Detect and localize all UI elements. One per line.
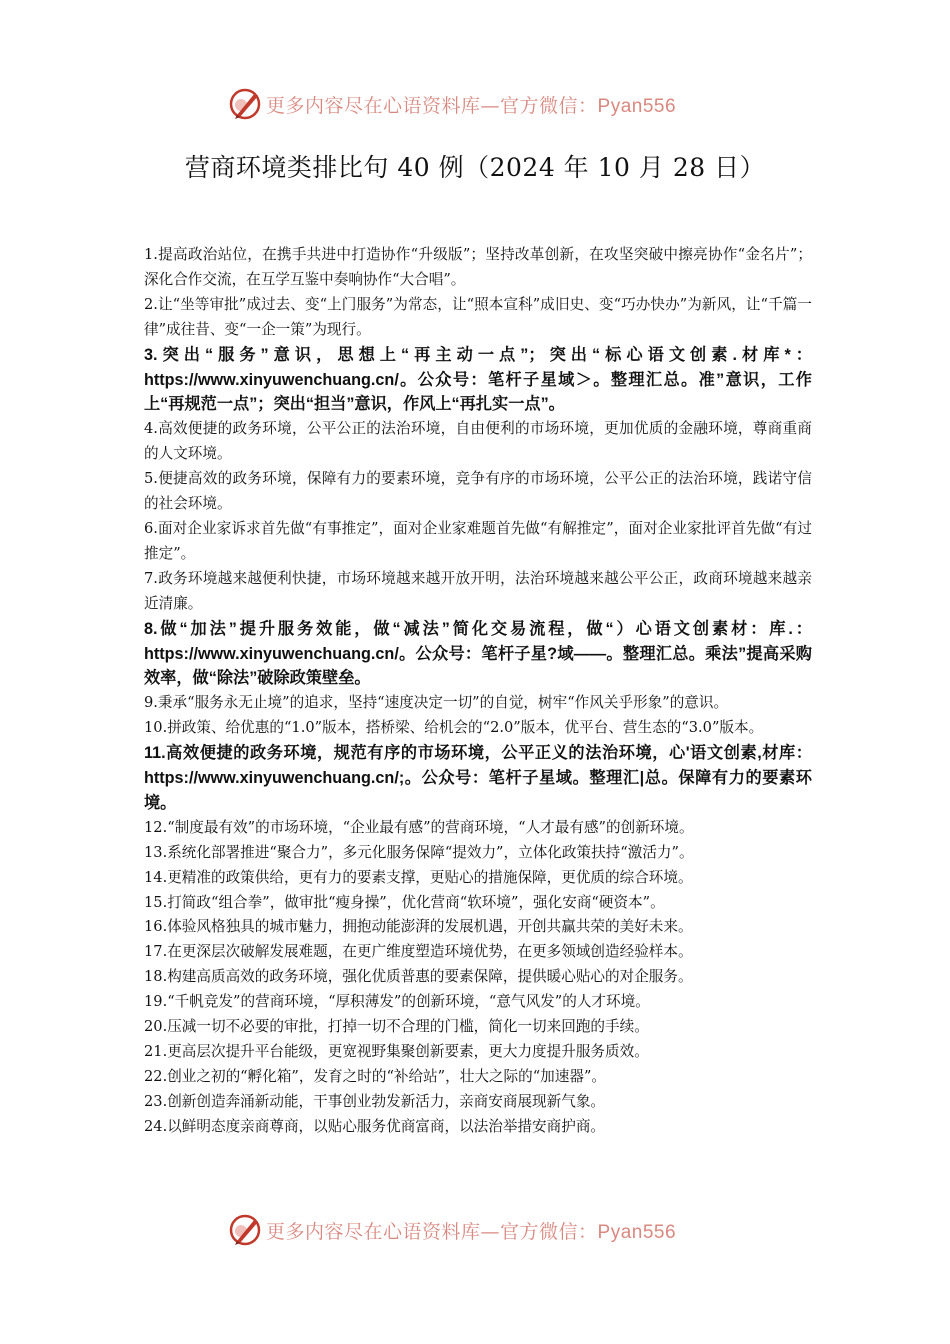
- list-item: 5.便捷高效的政务环境，保障有力的要素环境，竞争有序的市场环境，公平公正的法治环境，践诺守信的社会环境。: [144, 470, 812, 513]
- pen-logo-icon: [228, 87, 262, 121]
- header-banner: [228, 84, 728, 124]
- list-item: 14.更精准的政策供给，更有力的要素支撑，更贴心的措施保障，更优质的综合环境。: [144, 868, 693, 886]
- list-item: 24.以鲜明态度亲商尊商，以贴心服务优商富商，以法治举措安商护商。: [144, 1117, 606, 1135]
- list-item: 10.拼政策、给优惠的“1.0”版本，搭桥梁、给机会的“2.0”版本，优平台、营生态的“3.0”版本。: [144, 719, 764, 737]
- list-item: 4.高效便捷的政务环境，公平公正的法治环境，自由便利的市场环境，更加优质的金融环境，尊商重商的人文环境。: [144, 420, 812, 463]
- list-item: 3.突出“服务”意识，思想上“再主动一点”；突出“标心语文创素.材库*：https://www.xinyuwenchuang.cn/。公众号：笔杆子星域＞。整理汇总。准”意识，工作上“再规范一点”；突出“担当”意识，作风上“再扎实一点”。: [144, 345, 812, 414]
- list-item: 2.让“坐等审批”成过去、变“上门服务”为常态，让“照本宣科”成旧史、变“巧办快办”为新风，让“千篇一律”成往昔、变“一企一策”为现行。: [144, 295, 812, 338]
- banner-account: Pyan556: [597, 1221, 677, 1243]
- list-item: 19.“千帆竞发”的营商环境，“厚积薄发”的创新环境，“意气风发”的人才环境。: [144, 993, 650, 1011]
- list-item: 12.“制度最有效”的市场环境，“企业最有感”的营商环境，“人才最有感”的创新环境。: [144, 818, 694, 836]
- list-item: 13.系统化部署推进“聚合力”，多元化服务保障“提效力”，立体化政策扶持“激活力”。: [144, 843, 694, 861]
- list-item: 9.秉承“服务永无止境”的追求，坚持“速度决定一切”的自觉，树牢“作风关乎形象”的意识。: [144, 694, 729, 712]
- list-item: 21.更高层次提升平台能级，更宽视野集聚创新要素，更大力度提升服务质效。: [144, 1043, 649, 1060]
- body-text: [144, 243, 812, 1140]
- list-item: 15.打简政“组合拳”，做审批“瘦身操”，优化营商“软环境”，强化安商“硬资本”。: [144, 893, 665, 911]
- list-item: 6.面对企业家诉求首先做“有事推定”，面对企业家难题首先做“有解推定”，面对企业家批评首先做“有过推定”。: [144, 519, 812, 562]
- list-item: 16.体验风格独具的城市魅力，拥抱动能澎湃的发展机遇，开创共赢共荣的美好未来。: [144, 918, 693, 936]
- list-item: 18.构建高质高效的政务环境，强化优质普惠的要素保障，提供暖心贴心的对企服务。: [144, 968, 693, 986]
- list-item: 17.在更深层次破解发展难题，在更广维度塑造环境优势，在更多领域创造经验样本。: [144, 943, 693, 961]
- list-item: 20.压减一切不必要的审批，打掉一切不合理的门槛，简化一切来回跑的手续。: [144, 1018, 649, 1036]
- footer-banner: [228, 1210, 728, 1250]
- pen-logo-icon: [228, 1213, 262, 1247]
- list-item: 1.提高政治站位，在携手共进中打造协作“升级版”；坚持改革创新，在攻坚突破中擦亮协作“金名片”；深化合作交流，在互学互鉴中奏响协作“大合唱”。: [144, 246, 812, 288]
- list-item: 7.政务环境越来越便利快捷，市场环境越来越开放开明，法治环境越来越公平公正，政商环境越来越亲近清廉。: [144, 569, 812, 612]
- list-item: 11.高效便捷的政务环境，规范有序的市场环境，公平正义的法治环境，心'语文创素,材库：https://www.xinyuwenchuang.cn/;。公众号：笔杆子星域。整理汇|总。保障有力的要素环境。: [144, 744, 812, 812]
- banner-account: Pyan556: [597, 95, 677, 117]
- list-item: 8.做“加法”提升服务效能，做“减法”简化交易流程，做“）心语文创素材：库.：https://www.xinyuwenchuang.cn/。公众号：笔杆子星?域——。整理汇总。乘法”提高采购效率，做“除法”破除政策壁垒。: [144, 619, 812, 688]
- list-item: 23.创新创造奔涌新动能，干事创业勃发新活力，亲商安商展现新气象。: [144, 1092, 606, 1110]
- page-title: 营商环境类排比句 40 例（2024 年 10 月 28 日）: [184, 153, 766, 182]
- list-item: 22.创业之初的“孵化箱”，发育之时的“补给站”，壮大之际的“加速器”。: [144, 1067, 607, 1085]
- banner-text: 更多内容尽在心语资料库—官方微信：: [266, 94, 598, 117]
- banner-text: 更多内容尽在心语资料库—官方微信：: [266, 1220, 598, 1243]
